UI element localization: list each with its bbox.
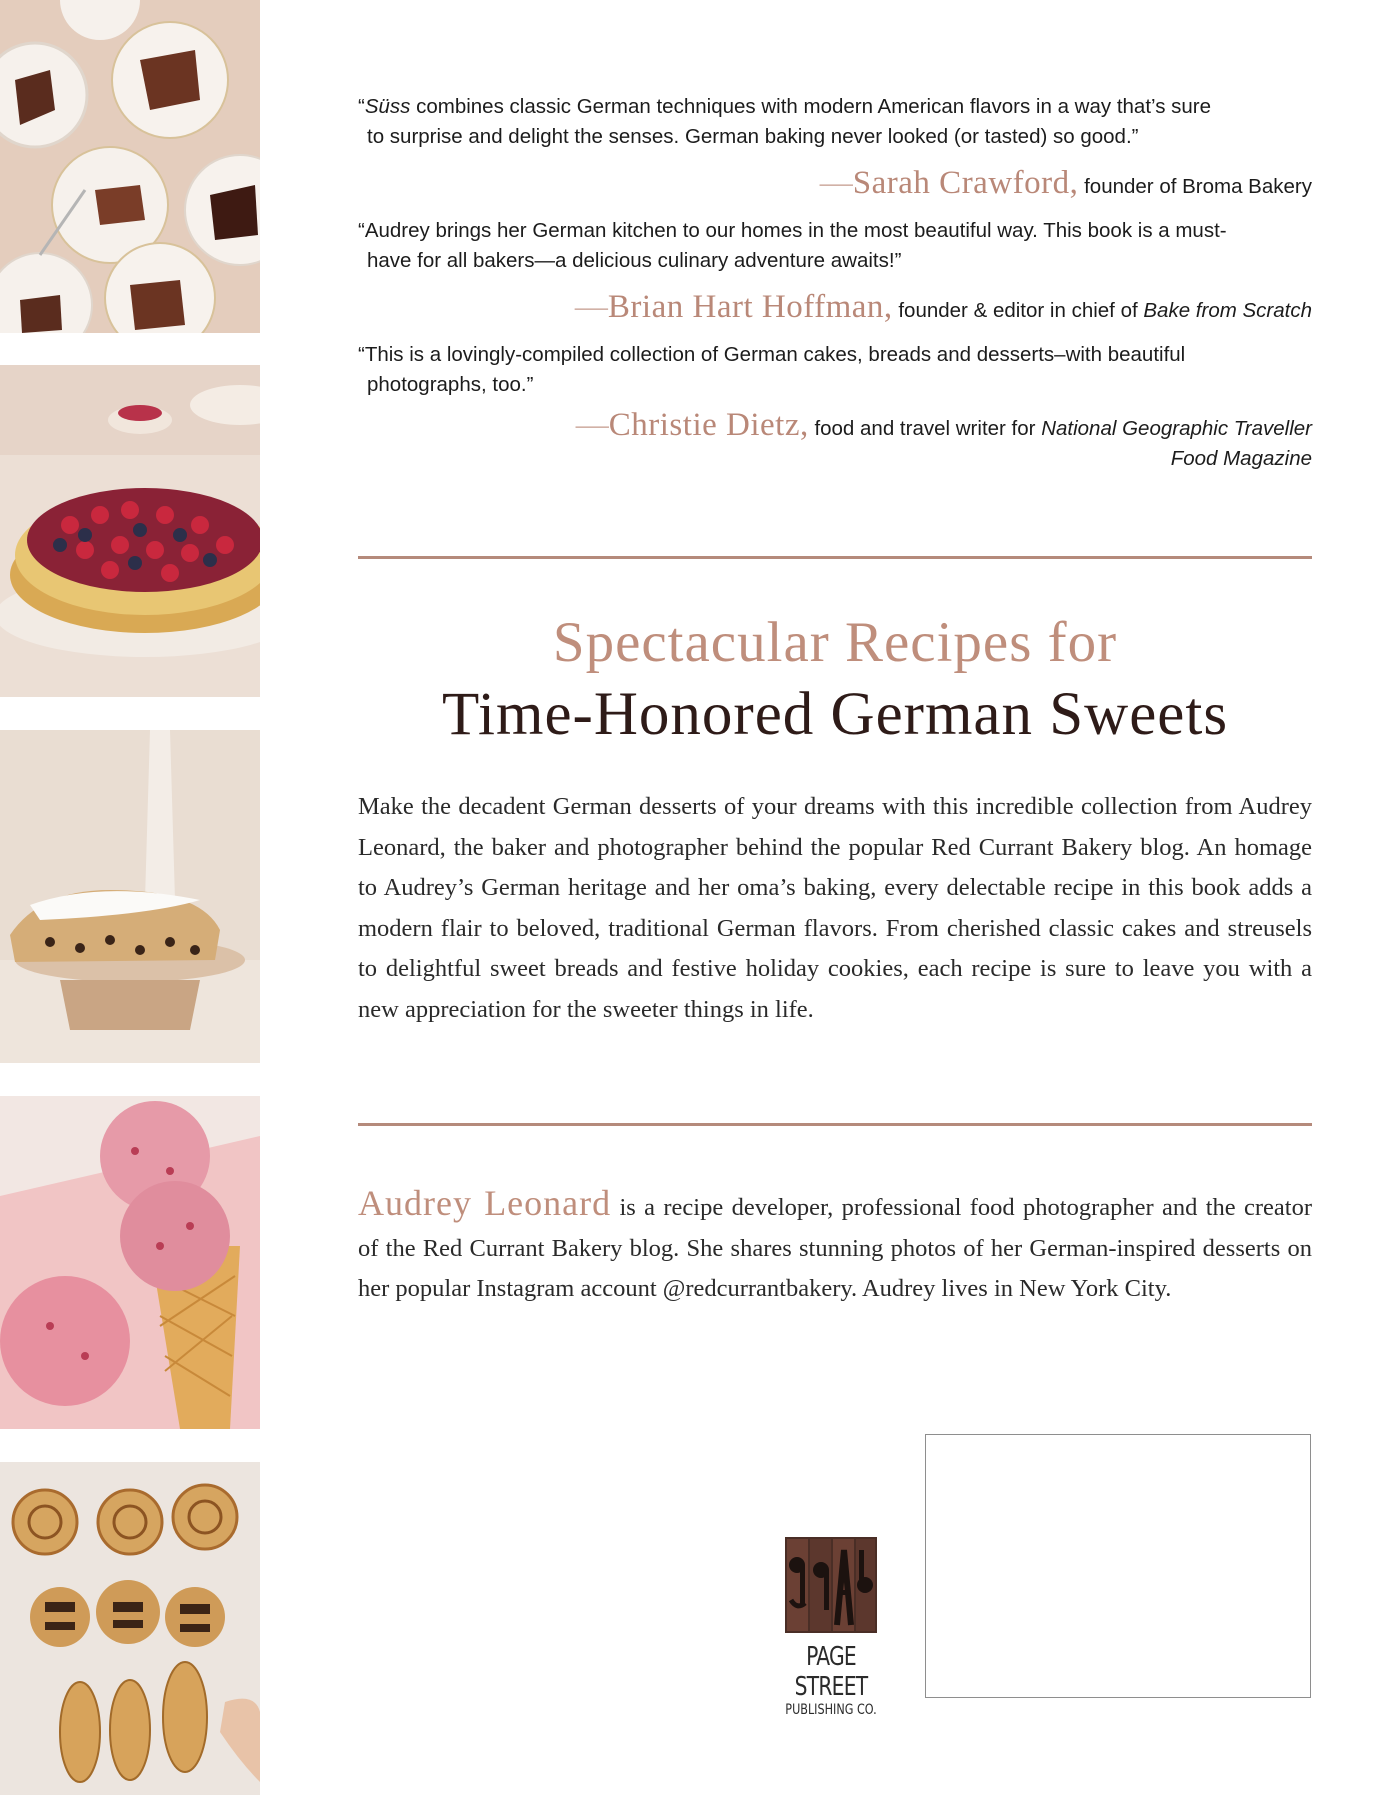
photo-pastries bbox=[0, 1462, 260, 1795]
quote-text-continued: to surprise and delight the senses. German baking never looked (or tasted) so good.” bbox=[367, 125, 1139, 148]
publication-title: Bake from Scratch bbox=[1143, 299, 1312, 322]
quote-open-mark: “ bbox=[358, 95, 365, 118]
endorsements bbox=[358, 92, 1312, 474]
publication-title-continued: Food Magazine bbox=[1170, 447, 1312, 470]
attribution-dash: — bbox=[574, 289, 608, 325]
photo-stollen bbox=[0, 730, 260, 1063]
attribution-3 bbox=[358, 407, 1312, 474]
divider-top bbox=[358, 556, 1312, 559]
author-bio-text: is a recipe developer, professional food photographer and the creator of the Red Currant Bakery blog. She shares stunning photos of her German-inspired desserts on her popular Instagram account @redcurrantbakery. Audrey lives in New York City. bbox=[358, 1194, 1312, 1302]
attribution-name: Sarah Crawford, bbox=[852, 165, 1079, 201]
quote-2 bbox=[358, 216, 1312, 276]
publisher-logo bbox=[768, 1535, 894, 1718]
quote-open-mark: “ bbox=[358, 343, 365, 366]
attribution-2 bbox=[358, 289, 1312, 326]
photo-berry-tart bbox=[0, 365, 260, 697]
quote-1 bbox=[358, 92, 1312, 152]
photo-strip bbox=[0, 0, 260, 1795]
author-name: Audrey Leonard bbox=[358, 1183, 612, 1223]
publisher-subtitle: PUBLISHING CO. bbox=[785, 1702, 877, 1718]
attribution-dash: — bbox=[819, 165, 853, 201]
quote-3 bbox=[358, 340, 1312, 400]
heading-line-1: Spectacular Recipes for bbox=[552, 611, 1118, 674]
photo-chocolate-cake bbox=[0, 0, 260, 333]
quote-text-continued: photographs, too.” bbox=[367, 373, 534, 396]
quote-text: combines classic German techniques with modern American flavors in a way that’s sure bbox=[410, 95, 1212, 118]
attribution-name: Brian Hart Hoffman, bbox=[607, 289, 893, 325]
publisher-name: PAGE STREET bbox=[794, 1642, 868, 1702]
attribution-dash: — bbox=[575, 407, 609, 443]
quote-text: Audrey brings her German kitchen to our homes in the most beautiful way. This book is a must- bbox=[364, 219, 1227, 242]
publication-title: National Geographic Traveller bbox=[1041, 417, 1312, 440]
attribution-role: food and travel writer for bbox=[814, 417, 1042, 440]
quote-open-mark: “ bbox=[358, 219, 365, 242]
attribution-name: Christie Dietz, bbox=[608, 407, 809, 443]
quote-text-continued: have for all bakers—a delicious culinary adventure awaits!” bbox=[367, 249, 902, 272]
barcode-area bbox=[925, 1434, 1311, 1698]
book-title-italic: Süss bbox=[364, 95, 411, 118]
letterpress-blocks-icon bbox=[783, 1535, 879, 1635]
quote-text: This is a lovingly-compiled collection of German cakes, breads and desserts–with beautiful bbox=[364, 343, 1186, 366]
photo-ice-cream bbox=[0, 1096, 260, 1429]
attribution-role: founder of Broma Bakery bbox=[1084, 175, 1312, 198]
attribution-role: founder & editor in chief of bbox=[898, 299, 1144, 322]
book-description: Make the decadent German desserts of your dreams with this incredible collection from Audrey Leonard, the baker and photographer behind the popular Red Currant Bakery blog. An homage to Audrey’s German heritage and her oma’s baking, every delectable recipe in this book adds a modern flair to beloved, traditional German flavors. From cherished classic cakes and streusels to delightful sweet breads and festive holiday cookies, each recipe is sure to leave you with a new appreciation for the sweeter things in life. bbox=[358, 793, 1312, 1023]
author-bio bbox=[358, 1183, 1312, 1310]
heading-line-2: Time-Honored German Sweets bbox=[441, 681, 1229, 748]
attribution-1 bbox=[358, 165, 1312, 202]
divider-bottom bbox=[358, 1123, 1312, 1126]
